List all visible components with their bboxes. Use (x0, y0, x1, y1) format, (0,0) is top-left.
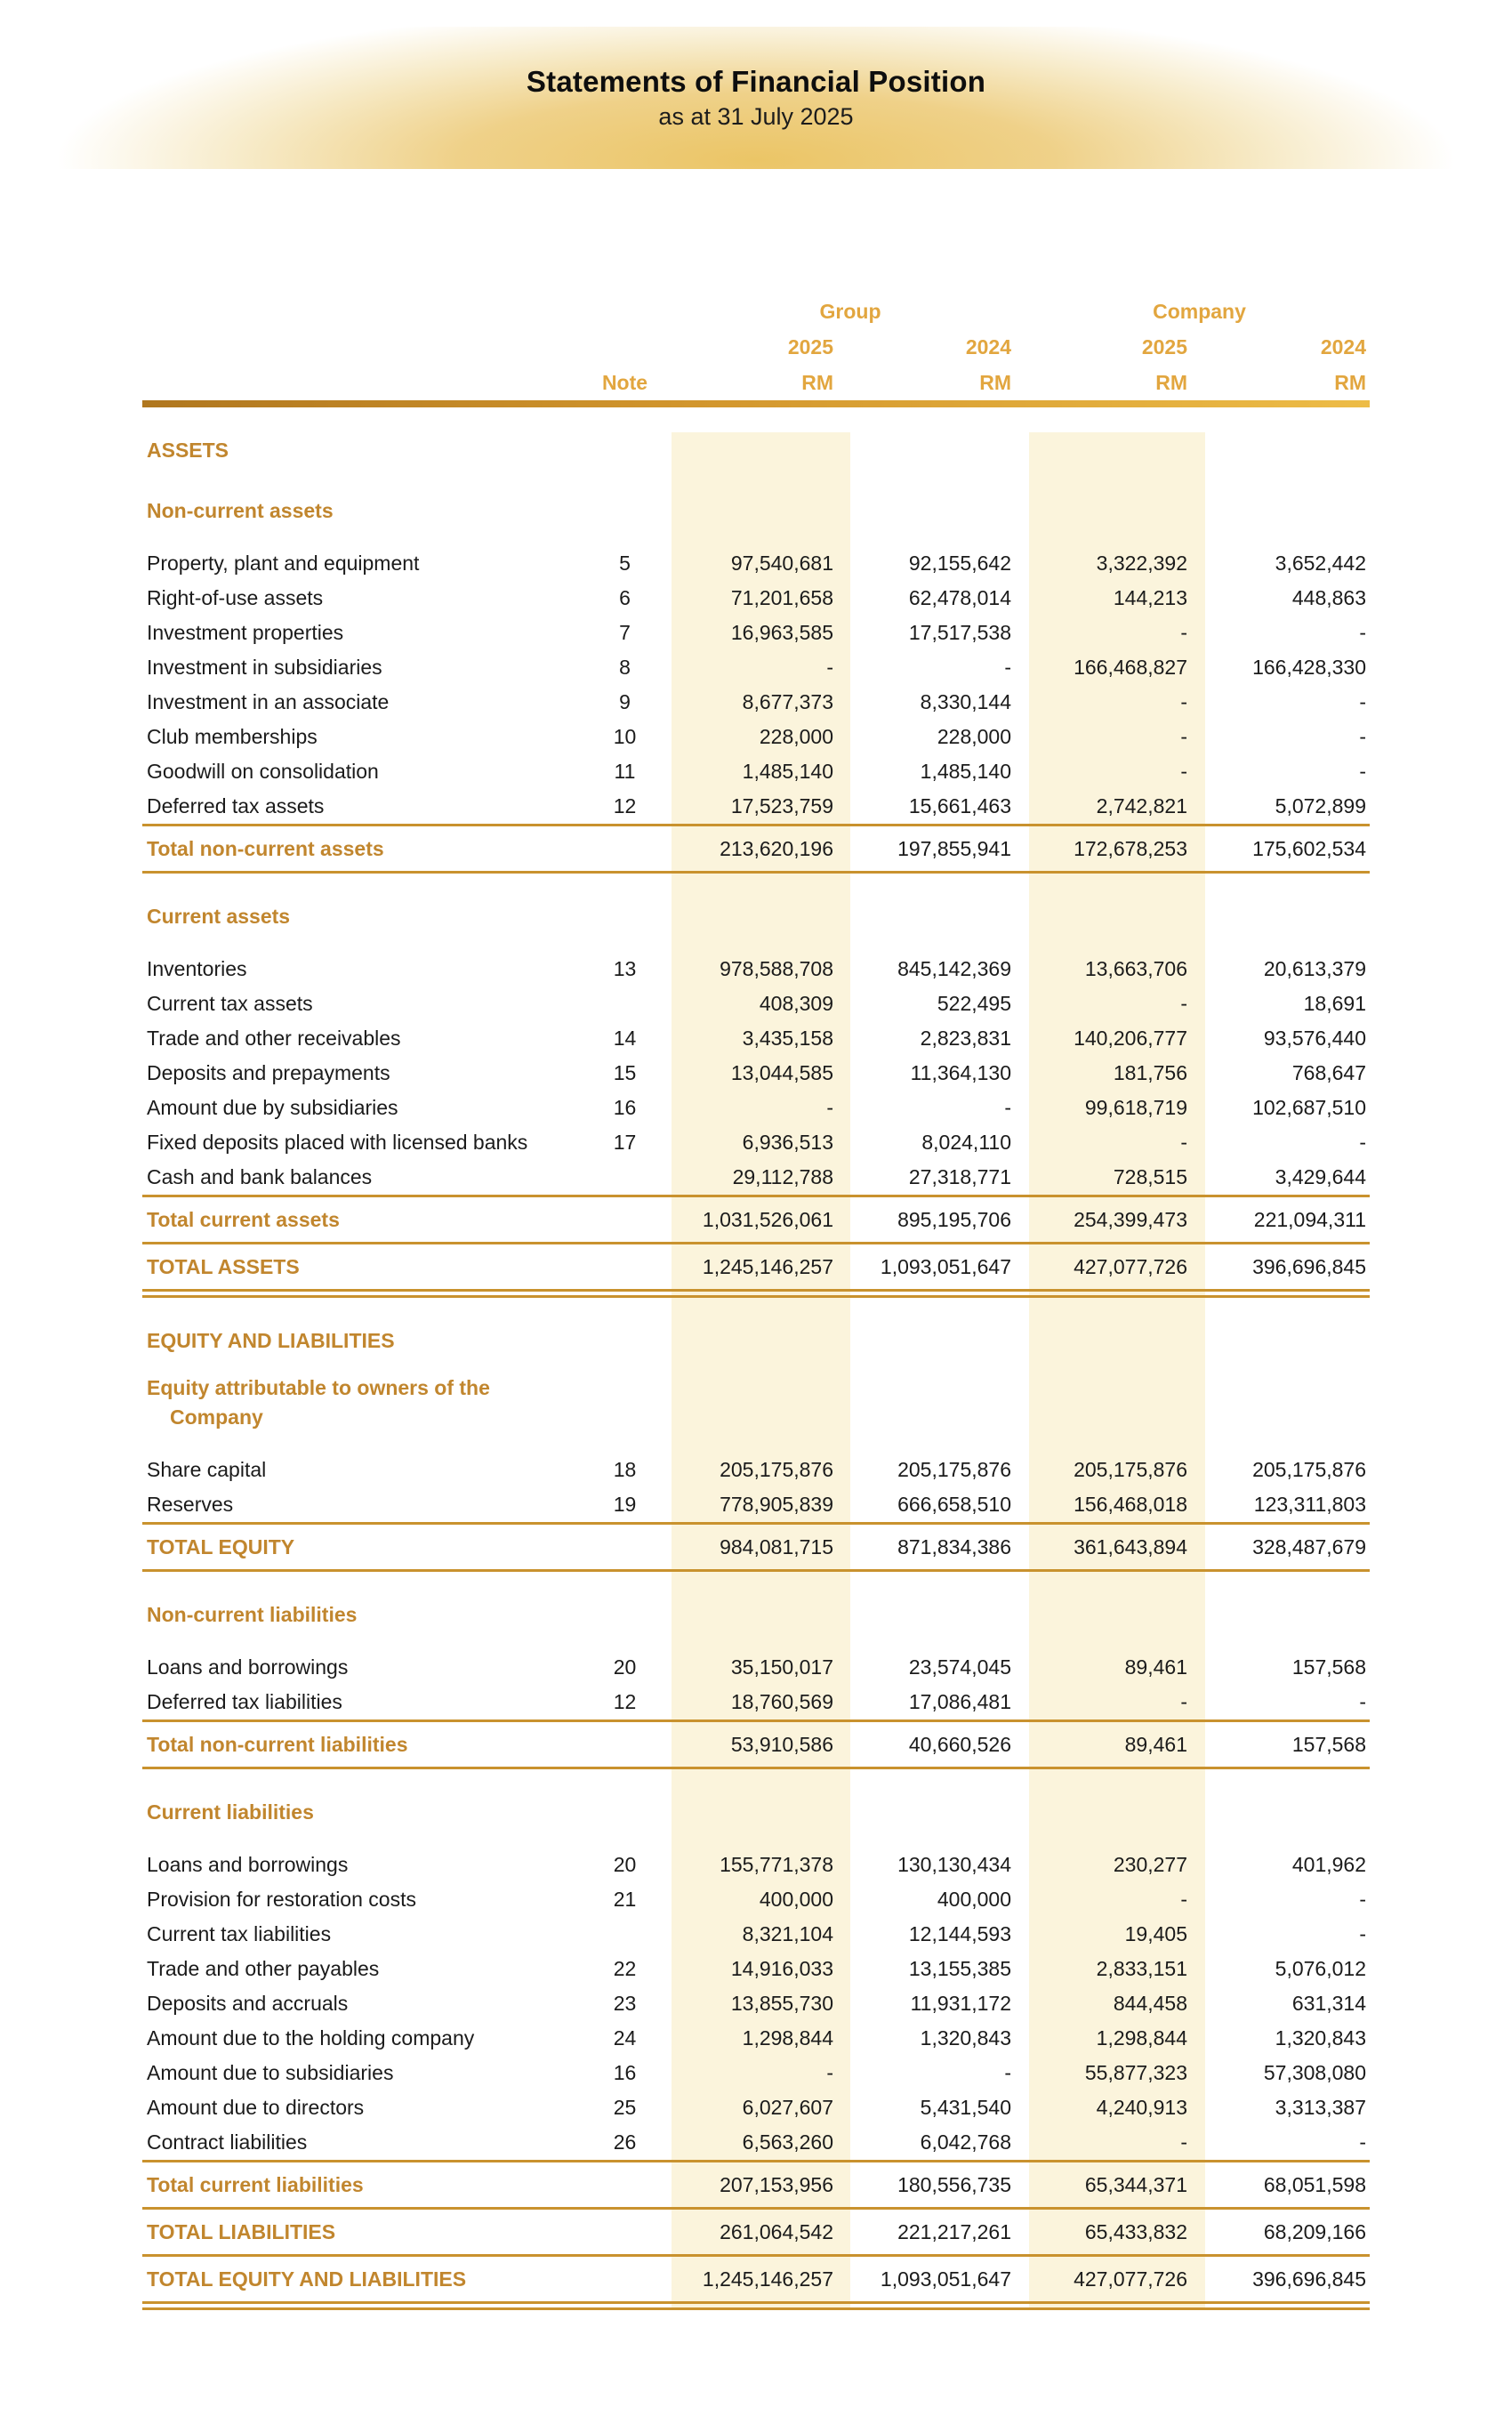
company-2025-value: 13,663,706 (1084, 957, 1187, 980)
section-heading-row (142, 1794, 1370, 1830)
group-2024-rm-header: RM (979, 370, 1011, 394)
group-2024-value: 522,495 (937, 992, 1011, 1015)
row-label: Fixed deposits placed with licensed banks (147, 1131, 528, 1154)
group-2024-value: - (1004, 656, 1011, 679)
total-label: TOTAL EQUITY (147, 1534, 295, 1558)
company-2025-value: 4,240,913 (1096, 2096, 1187, 2119)
section-heading-line1: Equity attributable to owners of the (147, 1376, 490, 1399)
group-2025-value: 984,081,715 (720, 1534, 833, 1558)
note-cell: 23 (613, 1992, 637, 2015)
total-label: Total current assets (147, 1207, 340, 1231)
table-row (142, 1650, 1370, 1685)
group-2025-value: 97,540,681 (730, 552, 833, 575)
group-2024-value: 8,024,110 (921, 1131, 1011, 1154)
group-2024-value: 15,661,463 (908, 794, 1011, 817)
total-label: TOTAL LIABILITIES (147, 2219, 336, 2243)
note-cell: 19 (613, 1493, 637, 1516)
group-2025-value: 155,771,378 (720, 1853, 833, 1876)
company-2024-value: 3,652,442 (1275, 552, 1366, 575)
group-2025-value: - (826, 1096, 833, 1119)
section-heading-label: Non-current liabilities (147, 1602, 358, 1626)
company-2024-value: 3,429,644 (1275, 1165, 1366, 1188)
row-label: Amount due to the holding company (147, 2026, 475, 2050)
group-2025-value: 408,309 (759, 992, 833, 1015)
company-2024-value: 328,487,679 (1252, 1534, 1366, 1558)
group-2024-value: 8,330,144 (920, 690, 1011, 713)
company-2024-value: 3,313,387 (1275, 2096, 1366, 2119)
table-row (142, 1487, 1370, 1522)
total-row (142, 2210, 1370, 2254)
row-label: Investment properties (147, 621, 344, 644)
total-label: Total current liabilities (147, 2172, 364, 2196)
group-2025-value: 1,245,146,257 (702, 2267, 833, 2291)
group-2024-value: 27,318,771 (908, 1165, 1011, 1188)
group-2025-value: 978,588,708 (720, 957, 833, 980)
group-2024-value: 895,195,706 (897, 1207, 1011, 1231)
group-2024-value: 1,320,843 (920, 2026, 1011, 2050)
table-row (142, 1453, 1370, 1487)
company-2025-value: 65,433,832 (1084, 2219, 1187, 2243)
company-2025-value: 361,643,894 (1074, 1534, 1187, 1558)
company-2024-value: 205,175,876 (1252, 1458, 1366, 1481)
total-row (142, 1525, 1370, 1569)
statement-table (142, 294, 1370, 2310)
group-2025-value: 8,677,373 (742, 690, 833, 713)
group-2025-value: 213,620,196 (720, 836, 833, 860)
total-row (142, 2162, 1370, 2207)
total-rule (142, 1767, 1370, 1769)
company-2024-value: 157,568 (1291, 1655, 1366, 1679)
group-2024-value: 197,855,941 (897, 836, 1011, 860)
group-2025-value: 29,112,788 (732, 1165, 833, 1188)
group-2024-value: 221,217,261 (897, 2219, 1011, 2243)
section-heading-label: Current liabilities (147, 1800, 314, 1824)
company-2024-value: 5,072,899 (1275, 794, 1366, 817)
row-label: Property, plant and equipment (147, 552, 420, 575)
group-2025-value: 13,044,585 (730, 1061, 833, 1084)
company-2025-value: 1,298,844 (1096, 2026, 1187, 2050)
company-2024-value: 631,314 (1291, 1992, 1366, 2015)
table-row (142, 952, 1370, 987)
section-heading-label (142, 1373, 578, 1432)
company-2024-value: - (1359, 621, 1366, 644)
total-row (142, 1722, 1370, 1767)
note-cell: 21 (613, 1888, 637, 1911)
company-2024-value: 93,576,440 (1263, 1027, 1366, 1050)
title-banner (0, 27, 1512, 169)
table-row (142, 720, 1370, 754)
note-cell: 8 (619, 656, 631, 679)
company-2025-value: - (1180, 690, 1187, 713)
group-2025-value: 14,916,033 (730, 1957, 833, 1980)
table-header (142, 294, 1370, 407)
financial-statement-page (0, 27, 1512, 2416)
company-2025-value: - (1180, 1131, 1187, 1154)
note-cell: 20 (613, 1655, 637, 1679)
company-2024-value: 396,696,845 (1252, 1254, 1366, 1278)
header-year-row (142, 329, 1370, 365)
table-row (142, 754, 1370, 789)
note-cell: 16 (613, 2061, 637, 2084)
group-2024-value: 205,175,876 (897, 1458, 1011, 1481)
note-cell: 5 (619, 552, 631, 575)
group-2024-value: 1,093,051,647 (880, 1254, 1011, 1278)
group-2024-value: 130,130,434 (897, 1853, 1011, 1876)
section-heading-row (142, 1371, 1370, 1435)
row-label: Provision for restoration costs (147, 1888, 416, 1911)
group-2025-rm-header: RM (801, 370, 833, 394)
row-label: Deposits and prepayments (147, 1061, 390, 1084)
group-column-header: Group (819, 299, 881, 323)
note-cell: 14 (613, 1027, 637, 1050)
row-label: Right-of-use assets (147, 586, 324, 609)
note-cell: 17 (613, 1131, 637, 1154)
double-total-rule (142, 2301, 1370, 2310)
company-2025-value: - (1180, 760, 1187, 783)
row-label: Investment in an associate (147, 690, 390, 713)
section-heading-label: ASSETS (147, 438, 229, 462)
group-2025-value: 6,936,513 (742, 1131, 833, 1154)
total-label: TOTAL EQUITY AND LIABILITIES (147, 2267, 467, 2291)
company-2025-value: 427,077,726 (1074, 1254, 1187, 1278)
group-2025-value: 778,905,839 (720, 1493, 833, 1516)
table-row (142, 1091, 1370, 1125)
company-2025-value: 230,277 (1113, 1853, 1187, 1876)
company-2024-rm-header: RM (1334, 370, 1366, 394)
company-2024-value: 18,691 (1303, 992, 1366, 1015)
company-2024-value: 68,051,598 (1263, 2172, 1366, 2196)
company-2025-value: 844,458 (1113, 1992, 1187, 2015)
company-2025-year-header: 2025 (1141, 334, 1187, 358)
table-row (142, 2021, 1370, 2056)
company-2024-value: 20,613,379 (1263, 957, 1366, 980)
group-2025-value: 1,485,140 (742, 760, 833, 783)
row-label: Loans and borrowings (147, 1655, 349, 1679)
note-column-header: Note (601, 370, 648, 394)
company-2024-value: - (1359, 1922, 1366, 1945)
company-2025-rm-header: RM (1155, 370, 1187, 394)
note-cell: 9 (619, 690, 631, 713)
company-2024-value: - (1359, 690, 1366, 713)
total-row (142, 826, 1370, 871)
table-row (142, 2125, 1370, 2160)
row-label: Trade and other receivables (147, 1027, 401, 1050)
company-2024-value: 57,308,080 (1263, 2061, 1366, 2084)
note-cell: 13 (613, 957, 637, 980)
company-2024-value: 1,320,843 (1275, 2026, 1366, 2050)
note-cell: 16 (613, 1096, 637, 1119)
group-2025-value: 400,000 (759, 1888, 833, 1911)
total-rule (142, 1569, 1370, 1572)
section-heading-label: EQUITY AND LIABILITIES (147, 1328, 395, 1352)
group-2024-value: 17,086,481 (908, 1690, 1011, 1713)
group-2025-value: 205,175,876 (720, 1458, 833, 1481)
row-label: Inventories (147, 957, 247, 980)
group-2025-value: 71,201,658 (730, 586, 833, 609)
row-label: Share capital (147, 1458, 267, 1481)
group-2025-value: 35,150,017 (730, 1655, 833, 1679)
group-2024-value: 1,093,051,647 (880, 2267, 1011, 2291)
row-label: Reserves (147, 1493, 234, 1516)
group-2025-value: 17,523,759 (730, 794, 833, 817)
company-2025-value: 2,833,151 (1096, 1957, 1187, 1980)
company-2025-value: 254,399,473 (1074, 1207, 1187, 1231)
company-2025-value: 172,678,253 (1074, 836, 1187, 860)
total-label: Total non-current assets (147, 836, 384, 860)
company-2025-value: - (1180, 1690, 1187, 1713)
table-row (142, 789, 1370, 824)
section-heading-row (142, 432, 1370, 468)
group-2024-value: 11,931,172 (910, 1992, 1011, 2015)
company-2025-value: 156,468,018 (1074, 1493, 1187, 1516)
row-label: Deferred tax assets (147, 794, 325, 817)
group-2024-value: 23,574,045 (908, 1655, 1011, 1679)
group-2024-value: 17,517,538 (908, 621, 1011, 644)
company-2025-value: 89,461 (1124, 1655, 1187, 1679)
table-row (142, 1021, 1370, 1056)
group-2024-value: 228,000 (937, 725, 1011, 748)
company-2025-value: 2,742,821 (1096, 794, 1187, 817)
company-2025-value: 19,405 (1124, 1922, 1187, 1945)
group-2024-value: 845,142,369 (897, 957, 1011, 980)
company-2024-value: 123,311,803 (1253, 1493, 1366, 1516)
page-subtitle: as at 31 July 2025 (658, 103, 854, 130)
company-2024-value: - (1359, 1690, 1366, 1713)
row-label: Amount due to directors (147, 2096, 365, 2119)
group-2024-value: 13,155,385 (908, 1957, 1011, 1980)
group-2025-value: 6,027,607 (742, 2096, 833, 2119)
total-row (142, 2257, 1370, 2301)
table-row (142, 1986, 1370, 2021)
company-2024-year-header: 2024 (1320, 334, 1366, 358)
table-row (142, 650, 1370, 685)
group-2024-year-header: 2024 (965, 334, 1011, 358)
section-heading-label: Non-current assets (147, 498, 334, 522)
row-label: Contract liabilities (147, 2130, 308, 2154)
group-2024-value: 1,485,140 (920, 760, 1011, 783)
row-label: Deposits and accruals (147, 1992, 349, 2015)
table-row (142, 2090, 1370, 2125)
total-row (142, 1197, 1370, 1242)
group-2025-value: 1,298,844 (742, 2026, 833, 2050)
company-2025-value: 55,877,323 (1084, 2061, 1187, 2084)
group-2024-value: 12,144,593 (908, 1922, 1011, 1945)
table-row (142, 581, 1370, 616)
note-cell: 24 (613, 2026, 637, 2050)
section-heading-label: Current assets (147, 904, 291, 928)
table-row (142, 685, 1370, 720)
company-2024-value: - (1359, 725, 1366, 748)
group-2025-value: 261,064,542 (720, 2219, 833, 2243)
group-2024-value: 40,660,526 (908, 1732, 1011, 1756)
group-2024-value: 92,155,642 (908, 552, 1011, 575)
company-2025-value: 144,213 (1113, 586, 1187, 609)
note-cell: 26 (613, 2130, 637, 2154)
company-2024-value: 157,568 (1291, 1732, 1366, 1756)
company-2025-value: 166,468,827 (1074, 656, 1187, 679)
group-2025-value: 53,910,586 (730, 1732, 833, 1756)
table-row (142, 1125, 1370, 1160)
group-2025-year-header: 2025 (787, 334, 833, 358)
company-2025-value: 181,756 (1113, 1061, 1187, 1084)
group-2024-value: 11,364,130 (910, 1061, 1011, 1084)
company-2024-value: 166,428,330 (1252, 656, 1366, 679)
company-2024-value: 448,863 (1291, 586, 1366, 609)
company-2025-value: 140,206,777 (1074, 1027, 1187, 1050)
total-rule (142, 871, 1370, 874)
table-row (142, 1952, 1370, 1986)
company-column-header: Company (1153, 299, 1246, 323)
company-2024-value: 175,602,534 (1252, 836, 1366, 860)
note-cell: 22 (613, 1957, 637, 1980)
section-heading-row (142, 1323, 1370, 1358)
note-cell: 12 (613, 794, 637, 817)
header-rule (142, 400, 1370, 407)
table-row (142, 1848, 1370, 1882)
row-label: Goodwill on consolidation (147, 760, 379, 783)
company-2024-value: 5,076,012 (1275, 1957, 1366, 1980)
company-2024-value: 68,209,166 (1263, 2219, 1366, 2243)
table-row (142, 1917, 1370, 1952)
company-2024-value: 221,094,311 (1253, 1207, 1366, 1231)
total-label: Total non-current liabilities (147, 1732, 408, 1756)
company-2025-value: - (1180, 992, 1187, 1015)
company-2025-value: 99,618,719 (1084, 1096, 1187, 1119)
company-2025-value: - (1180, 2130, 1187, 2154)
group-2024-value: 6,042,768 (920, 2130, 1011, 2154)
row-label: Amount due to subsidiaries (147, 2061, 394, 2084)
company-2024-value: - (1359, 2130, 1366, 2154)
group-2025-value: 6,563,260 (742, 2130, 833, 2154)
company-2024-value: 768,647 (1291, 1061, 1366, 1084)
header-group-row (142, 294, 1370, 329)
company-2025-value: 205,175,876 (1074, 1458, 1187, 1481)
group-2025-value: 16,963,585 (730, 621, 833, 644)
company-2025-value: 3,322,392 (1096, 552, 1187, 575)
company-2024-value: 401,962 (1291, 1853, 1366, 1876)
note-cell: 18 (613, 1458, 637, 1481)
group-2024-value: 5,431,540 (920, 2096, 1011, 2119)
group-2024-value: - (1004, 2061, 1011, 2084)
company-2025-value: - (1180, 725, 1187, 748)
company-2024-value: - (1359, 760, 1366, 783)
group-2025-value: 1,031,526,061 (702, 1207, 833, 1231)
note-cell: 12 (613, 1690, 637, 1713)
table-row (142, 1160, 1370, 1195)
note-cell: 6 (619, 586, 631, 609)
row-label: Investment in subsidiaries (147, 656, 382, 679)
group-2024-value: 871,834,386 (897, 1534, 1011, 1558)
company-2024-value: - (1359, 1131, 1366, 1154)
company-2025-value: - (1180, 621, 1187, 644)
group-2025-value: - (826, 656, 833, 679)
group-2025-value: 1,245,146,257 (702, 1254, 833, 1278)
group-2025-value: 228,000 (759, 725, 833, 748)
table-body (142, 432, 1370, 2310)
group-2024-value: 2,823,831 (920, 1027, 1011, 1050)
note-cell: 10 (613, 725, 637, 748)
table-row (142, 1056, 1370, 1091)
note-cell: 25 (613, 2096, 637, 2119)
company-2025-value: 427,077,726 (1074, 2267, 1187, 2291)
total-label: TOTAL ASSETS (147, 1254, 300, 1278)
note-cell: 15 (613, 1061, 637, 1084)
group-2025-value: 13,855,730 (730, 1992, 833, 2015)
section-heading-row (142, 898, 1370, 934)
total-row (142, 1244, 1370, 1289)
company-2025-value: 65,344,371 (1084, 2172, 1187, 2196)
note-cell: 11 (614, 760, 636, 783)
double-total-rule (142, 1289, 1370, 1298)
group-2025-value: 8,321,104 (742, 1922, 833, 1945)
group-2024-value: - (1004, 1096, 1011, 1119)
table-row (142, 1882, 1370, 1917)
company-2024-value: 396,696,845 (1252, 2267, 1366, 2291)
note-cell: 7 (619, 621, 631, 644)
company-2025-value: 728,515 (1113, 1165, 1187, 1188)
group-2024-value: 62,478,014 (908, 586, 1011, 609)
row-label: Deferred tax liabilities (147, 1690, 342, 1713)
company-2024-value: 102,687,510 (1252, 1096, 1366, 1119)
group-2025-value: 18,760,569 (730, 1690, 833, 1713)
group-2025-value: 207,153,956 (720, 2172, 833, 2196)
row-label: Cash and bank balances (147, 1165, 373, 1188)
group-2024-value: 666,658,510 (897, 1493, 1011, 1516)
company-2024-value: - (1359, 1888, 1366, 1911)
row-label: Trade and other payables (147, 1957, 380, 1980)
section-heading-line2: Company (170, 1405, 263, 1429)
header-note-rm-row (142, 365, 1370, 400)
group-2025-value: - (826, 2061, 833, 2084)
section-heading-row (142, 493, 1370, 528)
group-2024-value: 180,556,735 (897, 2172, 1011, 2196)
note-cell: 20 (613, 1853, 637, 1876)
row-label: Current tax liabilities (147, 1922, 332, 1945)
section-heading-row (142, 1597, 1370, 1632)
row-label: Club memberships (147, 725, 318, 748)
group-2024-value: 400,000 (937, 1888, 1011, 1911)
table-row (142, 616, 1370, 650)
row-label: Current tax assets (147, 992, 313, 1015)
group-2025-value: 3,435,158 (742, 1027, 833, 1050)
page-title: Statements of Financial Position (526, 65, 986, 98)
table-row (142, 987, 1370, 1021)
table-row (142, 2056, 1370, 2090)
company-2025-value: 89,461 (1124, 1732, 1187, 1756)
table-row (142, 546, 1370, 581)
company-2025-value: - (1180, 1888, 1187, 1911)
table-row (142, 1685, 1370, 1719)
row-label: Loans and borrowings (147, 1853, 349, 1876)
row-label: Amount due by subsidiaries (147, 1096, 398, 1119)
